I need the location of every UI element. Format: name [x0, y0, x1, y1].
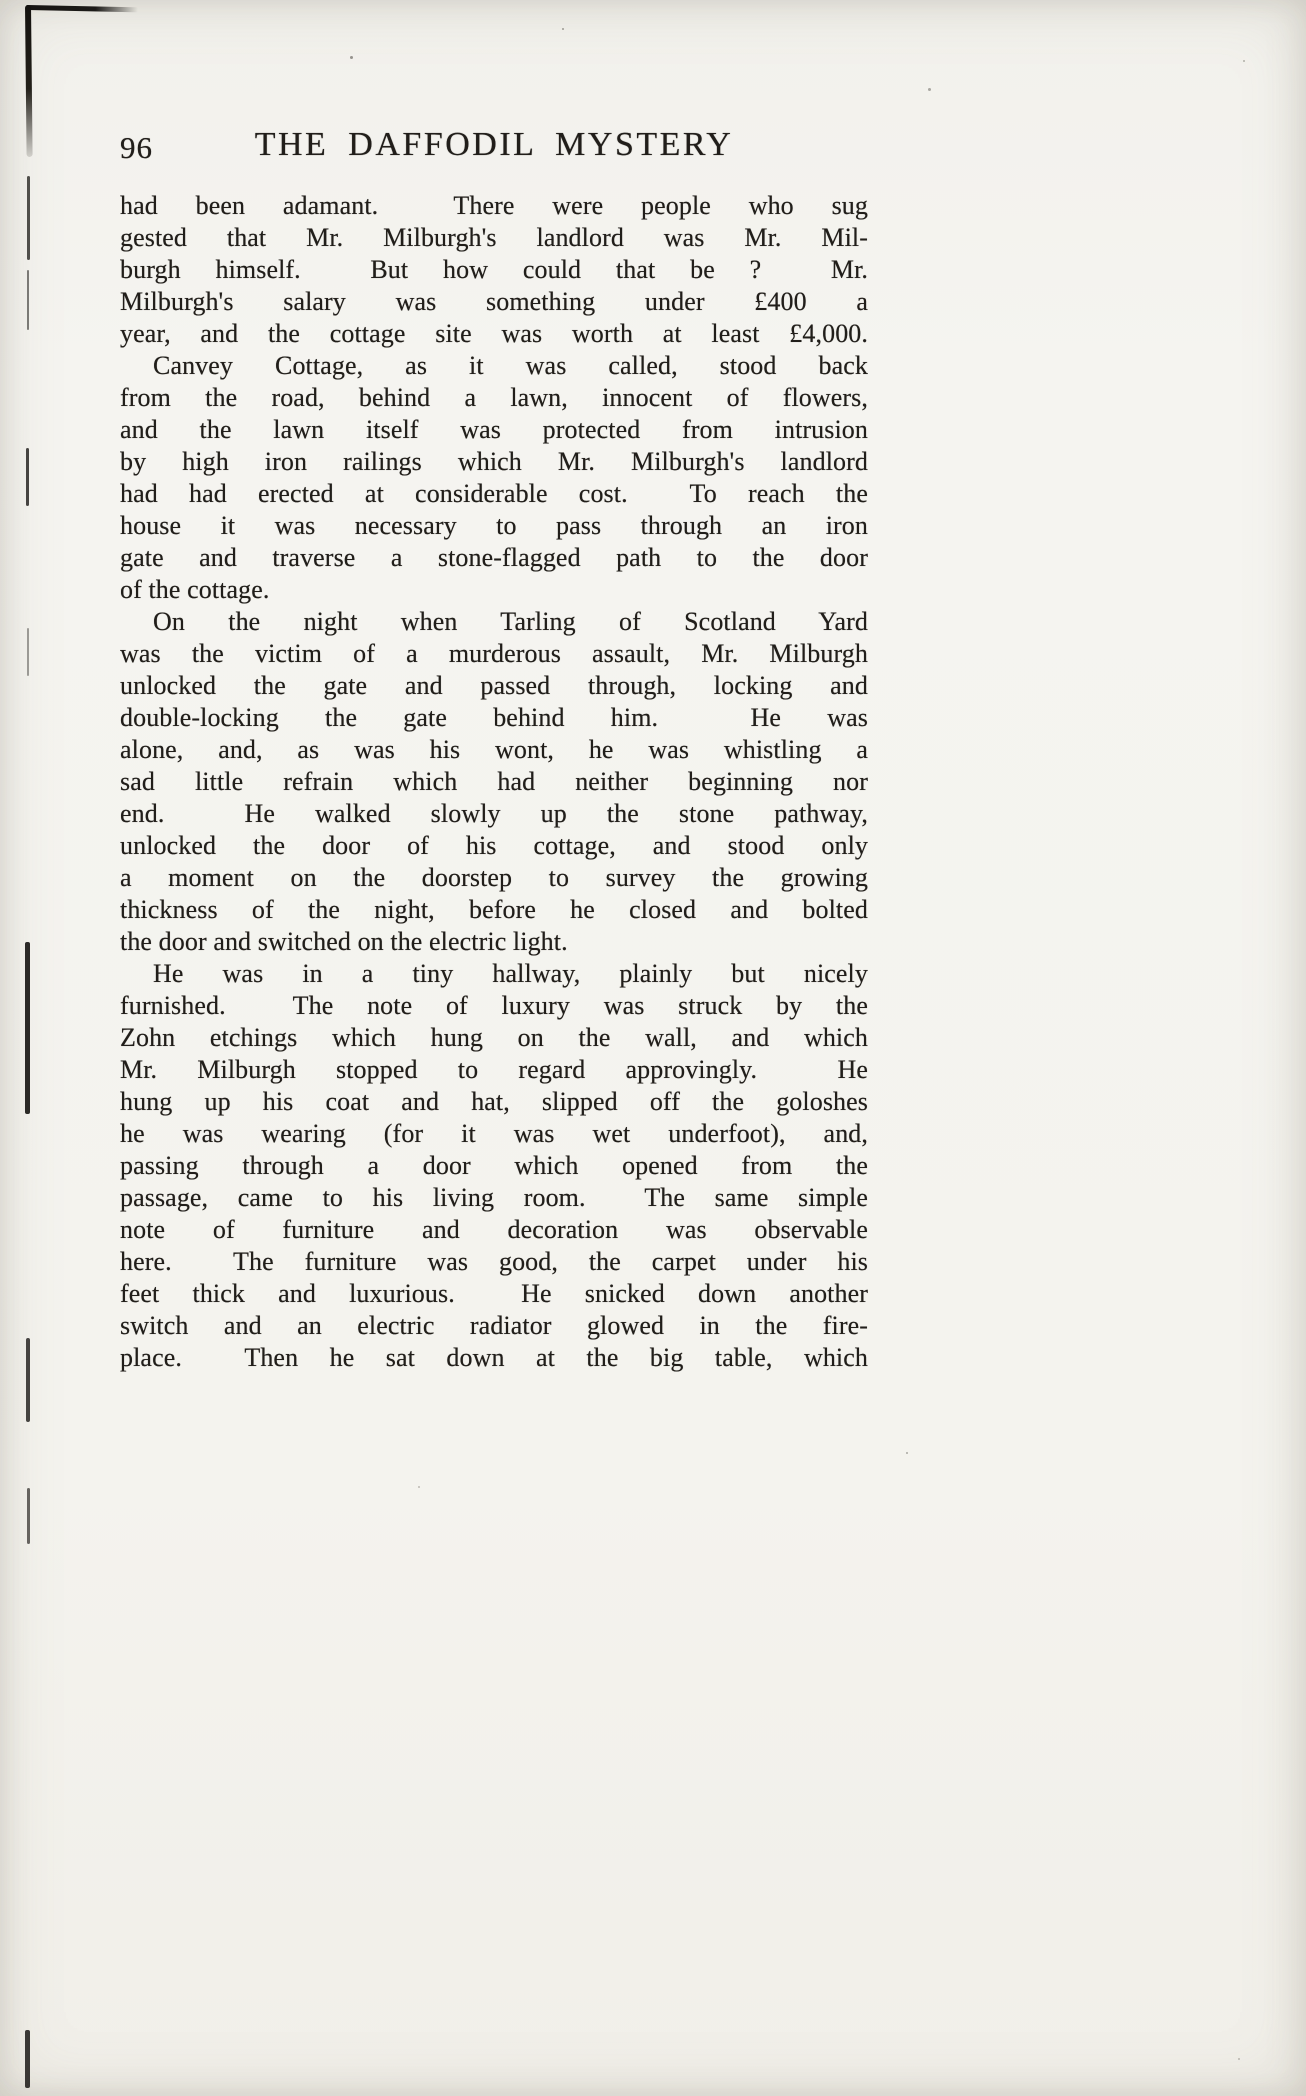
- binding-mark-artifact: [27, 270, 29, 330]
- text-line: gate and traverse a stone-flagged path to the door: [120, 543, 868, 572]
- text-line: gested that Mr. Milburgh's landlord was Mr. Mil-: [120, 223, 868, 252]
- text-line: thickness of the night, before he closed and bolted: [120, 895, 868, 924]
- page-body: [120, 190, 868, 1374]
- text-line: hung up his coat and hat, slipped off the goloshes: [120, 1087, 868, 1116]
- text-line: was the victim of a murderous assault, Mr. Milburgh: [120, 639, 868, 668]
- binding-mark-artifact: [26, 1338, 30, 1422]
- binding-mark-artifact: [25, 942, 30, 1114]
- text-line: feet thick and luxurious. He snicked down another: [120, 1279, 868, 1308]
- text-line: burgh himself. But how could that be ? Mr.: [120, 255, 868, 284]
- paragraph: [120, 190, 868, 350]
- paragraph: [120, 606, 868, 958]
- text-line: Canvey Cottage, as it was called, stood back: [153, 351, 868, 380]
- running-title: THE DAFFODIL MYSTERY: [254, 126, 734, 163]
- text-line: here. The furniture was good, the carpet under his: [120, 1247, 868, 1276]
- text-line: passage, came to his living room. The same simple: [120, 1183, 868, 1212]
- text-line: note of furniture and decoration was observable: [120, 1215, 868, 1244]
- binding-mark-artifact: [27, 1488, 30, 1544]
- ink-speck-artifact: [906, 1452, 908, 1454]
- text-line: house it was necessary to pass through an iron: [120, 511, 868, 540]
- ink-speck-artifact: [1238, 2058, 1240, 2060]
- ink-speck-artifact: [928, 88, 931, 91]
- text-line: place. Then he sat down at the big table, which: [120, 1343, 868, 1372]
- ink-speck-artifact: [1243, 60, 1245, 62]
- text-line: double-locking the gate behind him. He was: [120, 703, 868, 732]
- text-line: had been adamant. There were people who sug: [120, 191, 868, 220]
- page-corner-fold-artifact: [25, 5, 33, 157]
- text-line: had had erected at considerable cost. To reach the: [120, 479, 868, 508]
- text-line: Mr. Milburgh stopped to regard approvingly. He: [120, 1055, 868, 1084]
- text-line: Milburgh's salary was something under £400 a: [120, 287, 868, 316]
- page-corner-fold-artifact: [26, 5, 138, 12]
- text-line: On the night when Tarling of Scotland Yard: [153, 607, 868, 636]
- text-line: Zohn etchings which hung on the wall, and which: [120, 1023, 868, 1052]
- text-line: he was wearing (for it was wet underfoot), and,: [120, 1119, 868, 1148]
- ink-speck-artifact: [350, 56, 353, 59]
- text-line: a moment on the doorstep to survey the growing: [120, 863, 868, 892]
- ink-speck-artifact: [418, 1486, 420, 1488]
- binding-mark-artifact: [27, 176, 30, 260]
- text-line: unlocked the door of his cottage, and stood only: [120, 831, 868, 860]
- paragraph: [120, 350, 868, 606]
- paragraph: [120, 958, 868, 1374]
- text-line: and the lawn itself was protected from intrusion: [120, 415, 868, 444]
- text-line: switch and an electric radiator glowed in the fire-: [120, 1311, 868, 1340]
- text-line: alone, and, as was his wont, he was whistling a: [120, 735, 868, 764]
- binding-mark-artifact: [27, 628, 29, 676]
- binding-mark-artifact: [26, 448, 29, 506]
- text-line: year, and the cottage site was worth at least £4,000.: [120, 319, 868, 348]
- text-line: unlocked the gate and passed through, locking and: [120, 671, 868, 700]
- binding-mark-artifact: [25, 2030, 30, 2088]
- text-line: He was in a tiny hallway, plainly but nicely: [153, 959, 868, 988]
- text-line: end. He walked slowly up the stone pathway,: [120, 799, 868, 828]
- text-line: by high iron railings which Mr. Milburgh's landlord: [120, 447, 868, 476]
- text-line: of the cottage.: [120, 575, 270, 604]
- page-number: 96: [120, 130, 153, 165]
- text-line: from the road, behind a lawn, innocent of flowers,: [120, 383, 868, 412]
- text-line: sad little refrain which had neither beginning nor: [120, 767, 868, 796]
- ink-speck-artifact: [562, 28, 564, 30]
- text-line: the door and switched on the electric light.: [120, 927, 568, 956]
- text-line: furnished. The note of luxury was struck by the: [120, 991, 868, 1020]
- text-line: passing through a door which opened from the: [120, 1151, 868, 1180]
- page-header: [120, 126, 868, 170]
